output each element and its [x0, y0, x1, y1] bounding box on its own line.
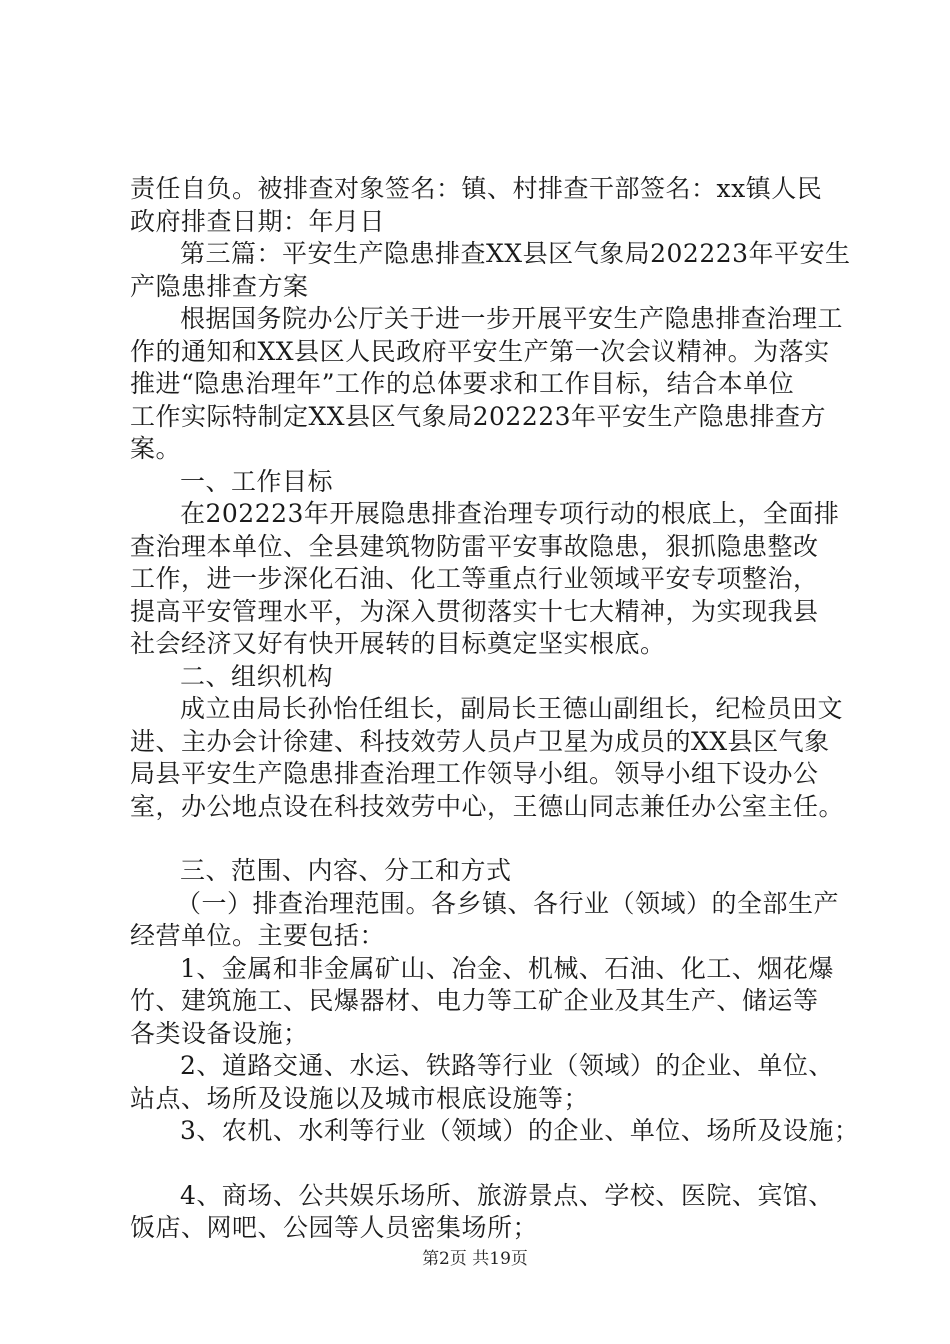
text-line: 社会经济又好有快开展转的目标奠定坚实根底。 — [130, 629, 666, 658]
text-line: 2、道路交通、水运、铁路等行业（领域）的企业、单位、 — [180, 1051, 834, 1080]
text-line: （一）排查治理范围。各乡镇、各行业（领域）的全部生产 — [176, 888, 840, 918]
subheading: 三、范围、内容、分工和方式 — [180, 856, 512, 885]
text-line: 推进“隐患治理年”工作的总体要求和工作目标，结合本单位 — [130, 369, 795, 398]
blank-line — [130, 1148, 832, 1180]
section-heading: 第三篇：平安生产隐患排查XX县区气象局202223年平安生 — [180, 239, 851, 268]
text-line: 提高平安管理水平，为深入贯彻落实十七大精神，为实现我县 — [130, 596, 819, 626]
text-line: 进、主办会计徐建、科技效劳人员卢卫星为成员的XX县区气象 — [130, 726, 830, 756]
text-line: 经营单位。主要包括： — [130, 921, 386, 950]
text-line: 成立由局长孙怡任组长，副局长王德山副组长，纪检员田文 — [180, 694, 844, 723]
text-line: 4、商场、公共娱乐场所、旅游景点、学校、医院、宾馆、 — [180, 1180, 834, 1210]
subheading: 一、工作目标 — [180, 466, 334, 496]
text-line: 工作，进一步深化石油、化工等重点行业领域平安专项整治， — [130, 564, 819, 593]
text-line: 查治理本单位、全县建筑物防雷平安事故隐患，狠抓隐患整改 — [130, 531, 819, 561]
text-line: 根据国务院办公厅关于进一步开展平安生产隐患排查治理工 — [180, 304, 844, 333]
text-line: 工作实际特制定XX县区气象局202223年平安生产隐患排查方 — [130, 401, 827, 431]
text-line: 在202223年开展隐患排查治理专项行动的根底上，全面排 — [180, 499, 840, 528]
text-line: 政府排查日期：年月日 — [130, 206, 386, 236]
section-heading: 产隐患排查方案 — [130, 271, 309, 301]
text-line: 案。 — [130, 434, 182, 463]
text-line: 作的通知和XX县区人民政府平安生产第一次会议精神。为落实 — [130, 336, 830, 366]
text-line: 各类设备设施； — [130, 1018, 309, 1048]
page-number: 第2页 共19页 — [422, 1249, 528, 1269]
text-line: 室，办公地点设在科技效劳中心，王德山同志兼任办公室主任。 — [130, 791, 845, 821]
text-line: 饭店、网吧、公园等人员密集场所； — [130, 1213, 539, 1242]
text-line: 站点、场所及设施以及城市根底设施等； — [130, 1083, 590, 1113]
text-line: 竹、建筑施工、民爆器材、电力等工矿企业及其生产、储运等 — [130, 986, 819, 1015]
blank-line — [130, 823, 832, 855]
text-line: 1、金属和非金属矿山、冶金、机械、石油、化工、烟花爆 — [180, 953, 834, 983]
text-line: 3、农机、水利等行业（领域）的企业、单位、场所及设施； — [180, 1116, 860, 1145]
document-body — [130, 173, 860, 1245]
text-line: 局县平安生产隐患排查治理工作领导小组。领导小组下设办公 — [130, 759, 819, 788]
subheading: 二、组织机构 — [180, 661, 334, 691]
text-line: 责任自负。被排查对象签名：镇、村排查干部签名：xx镇人民 — [130, 174, 823, 203]
